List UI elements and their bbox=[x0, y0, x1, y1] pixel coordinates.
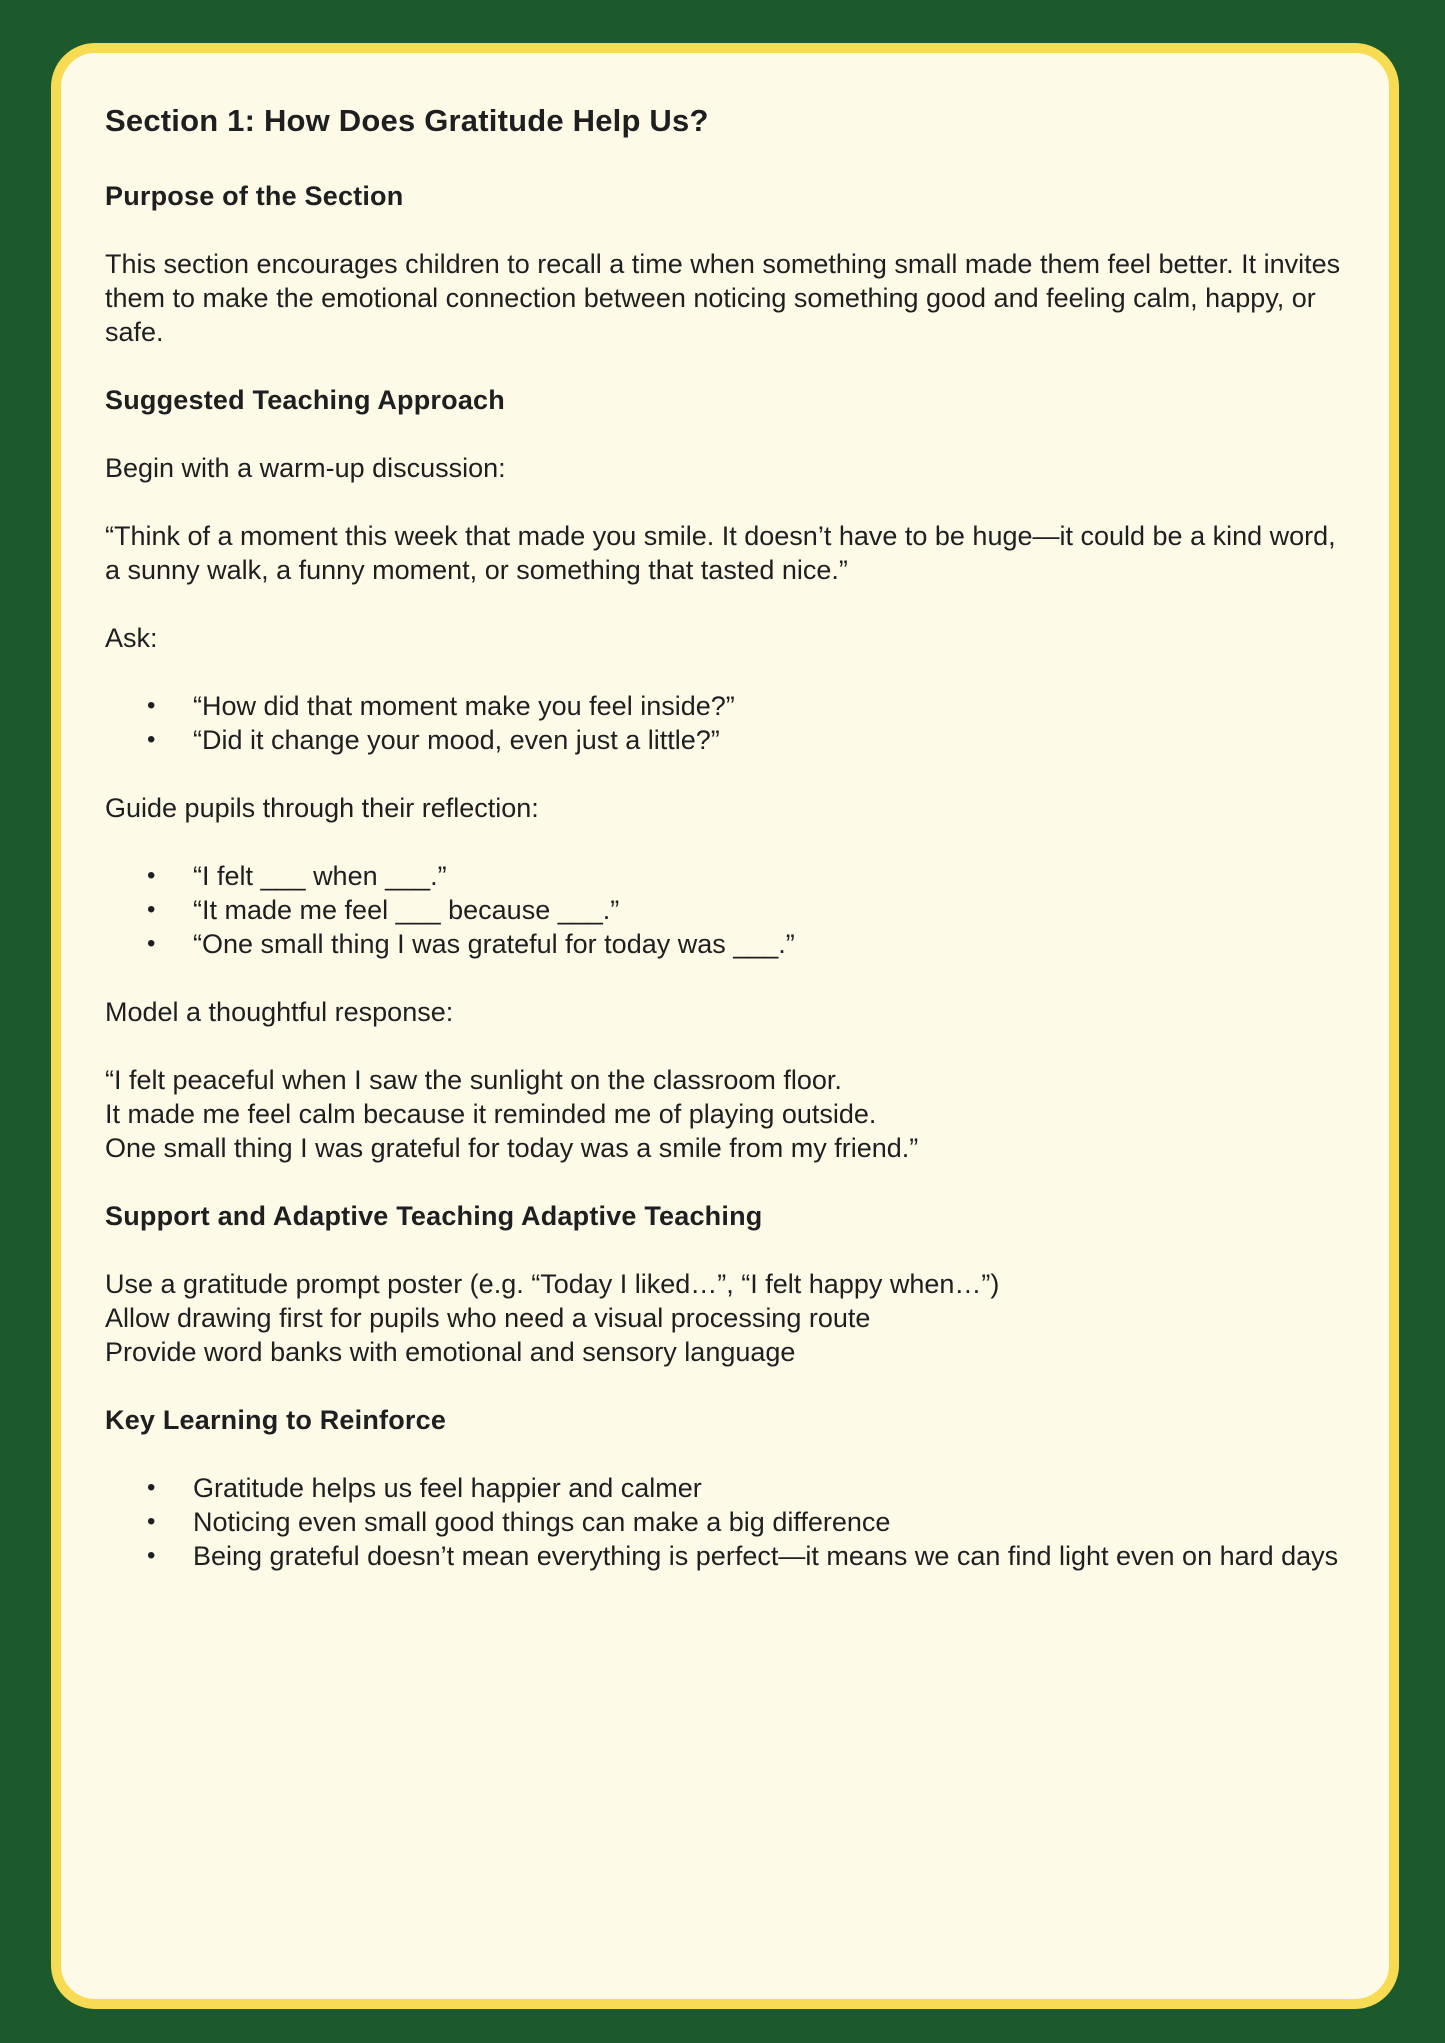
model-line: It made me feel calm because it reminded me of playing outside. bbox=[105, 1099, 877, 1129]
key-learning-list bbox=[105, 1471, 1345, 1573]
guide-list bbox=[105, 859, 1345, 961]
approach-intro: Begin with a warm-up discussion: bbox=[105, 453, 506, 483]
model-line: One small thing I was grateful for today was a smile from my friend.” bbox=[105, 1133, 919, 1163]
list-item: • “Did it change your mood, even just a little?” bbox=[105, 723, 1345, 757]
list-item: • “How did that moment make you feel inside?” bbox=[105, 689, 1345, 723]
ask-list bbox=[105, 689, 1345, 757]
approach-heading: Suggested Teaching Approach bbox=[105, 385, 505, 415]
ask-label: Ask: bbox=[105, 623, 158, 653]
model-line: “I felt peaceful when I saw the sunlight on the classroom floor. bbox=[105, 1065, 842, 1095]
support-line: Use a gratitude prompt poster (e.g. “Today I liked…”, “I felt happy when…”) bbox=[105, 1269, 1000, 1299]
support-text bbox=[105, 1267, 1345, 1369]
purpose-text: This section encourages children to recall a time when something small made them feel better. It invites them to make the emotional connection between noticing something good and feeling calm, happy, or safe. bbox=[105, 249, 1341, 347]
model-label: Model a thoughtful response: bbox=[105, 997, 454, 1027]
page-title: Section 1: How Does Gratitude Help Us? bbox=[105, 103, 709, 138]
list-item: • “I felt ___ when ___.” bbox=[105, 859, 1345, 893]
document-content bbox=[105, 98, 1345, 1607]
guide-label: Guide pupils through their reflection: bbox=[105, 793, 539, 823]
list-item: • “It made me feel ___ because ___.” bbox=[105, 893, 1345, 927]
list-item: • Gratitude helps us feel happier and calmer bbox=[105, 1471, 1345, 1505]
list-item: • Noticing even small good things can make a big difference bbox=[105, 1505, 1345, 1539]
key-learning-heading: Key Learning to Reinforce bbox=[105, 1405, 447, 1435]
list-item: • Being grateful doesn’t mean everything is perfect—it means we can find light even on hard days bbox=[105, 1539, 1345, 1573]
support-line: Allow drawing first for pupils who need a visual processing route bbox=[105, 1303, 871, 1333]
list-item: • “One small thing I was grateful for today was ___.” bbox=[105, 927, 1345, 961]
warm-up-quote: “Think of a moment this week that made you smile. It doesn’t have to be huge—it could be a kind word, a sunny walk, a funny moment, or something that tasted nice.” bbox=[105, 521, 1336, 585]
purpose-heading: Purpose of the Section bbox=[105, 181, 404, 211]
support-line: Provide word banks with emotional and sensory language bbox=[105, 1337, 796, 1367]
support-heading: Support and Adaptive Teaching Adaptive Teaching bbox=[105, 1201, 763, 1231]
model-response bbox=[105, 1063, 1345, 1165]
